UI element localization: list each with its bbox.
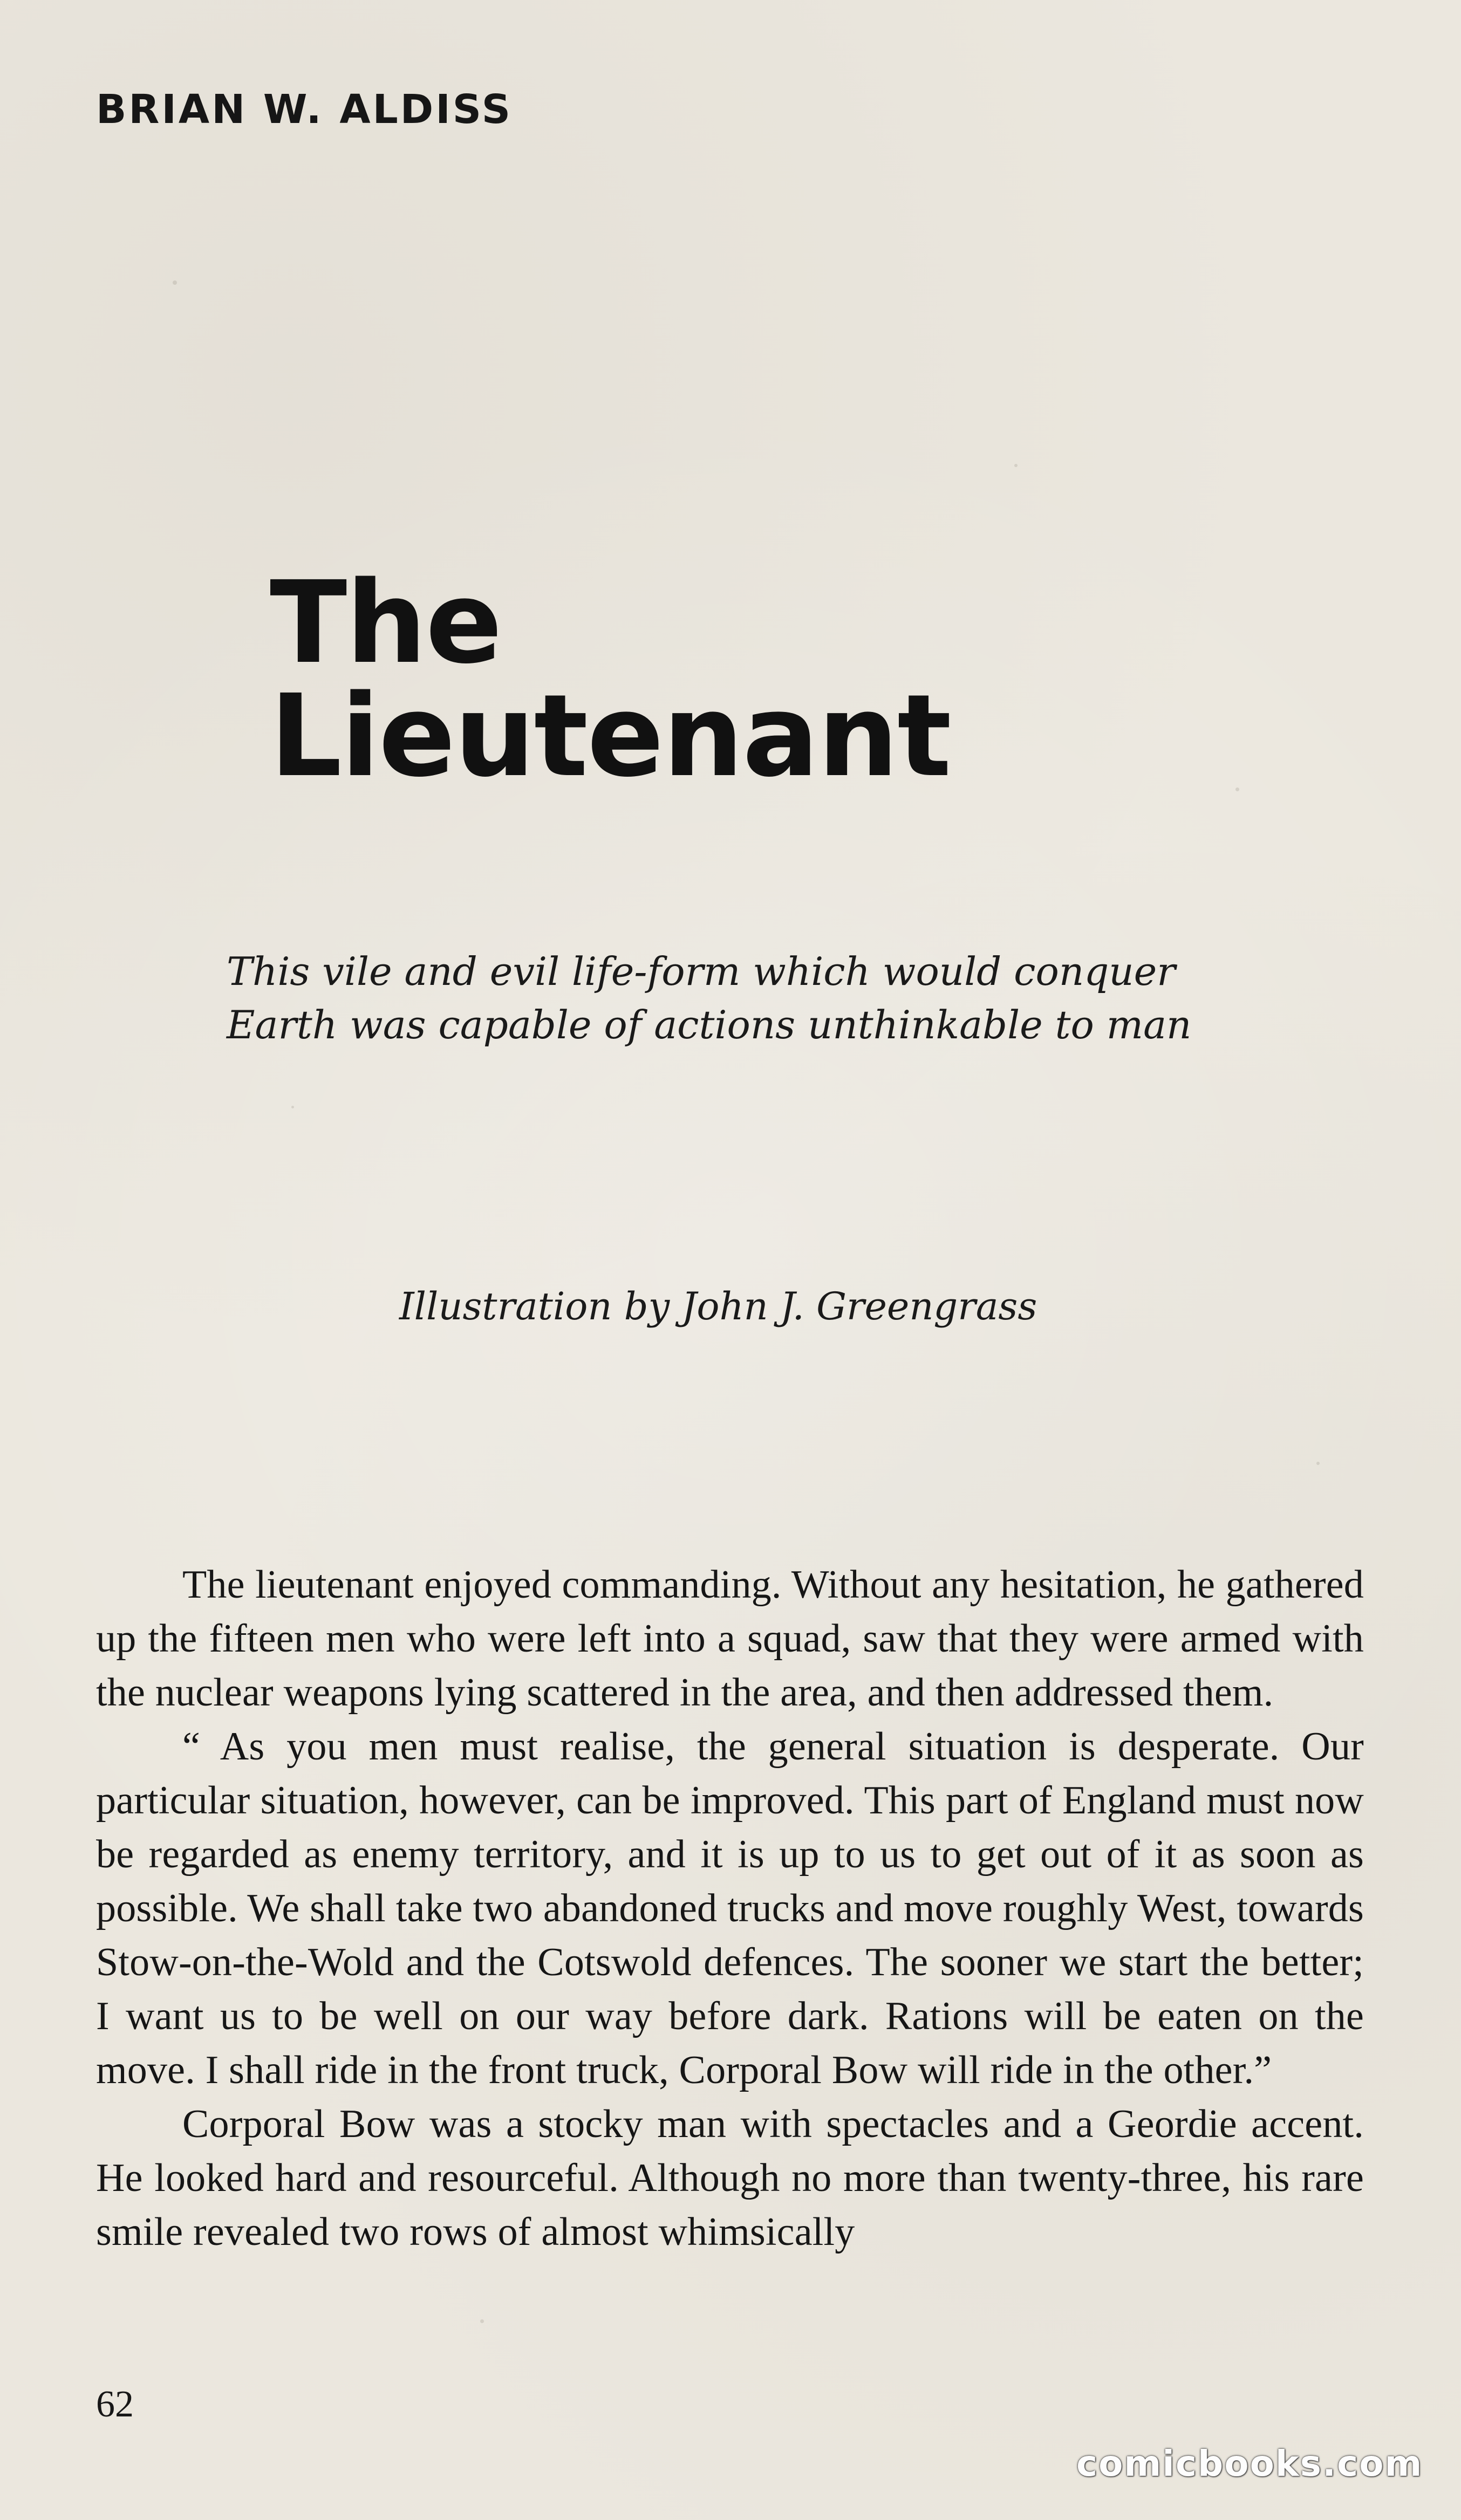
paper-speck	[173, 280, 177, 285]
subtitle-line-2: Earth was capable of actions unthinkable to man	[227, 1002, 1192, 1048]
paragraph-2: “ As you men must realise, the general situation is desperate. Our particular situation, however, can be improved. This part of England must now be regarded as enemy territory, and it is up to us to get out of it as soon as possible. We shall take two abandoned trucks and move roughly West, towards Stow-on-the-Wold and the Cotswold defences. The sooner we start the better; I want us to be well on our way before dark. Rations will be eaten on the move. I shall ride in the front truck, Corporal Bow will ride in the other.”	[96, 1724, 1364, 2092]
watermark: comicbooks.com	[1076, 2443, 1423, 2484]
paper-speck	[480, 2319, 484, 2323]
subtitle-line-1: This vile and evil life-form which would conquer	[227, 949, 1176, 994]
author-name: BRIAN W. ALDISS	[96, 86, 513, 133]
paper-speck	[1014, 464, 1018, 467]
paragraph-3: Corporal Bow was a stocky man with spectacles and a Geordie accent. He looked hard and resourceful. Although no more than twenty-three, his rare smile revealed two rows of almost whimsically	[96, 2102, 1364, 2254]
paper-speck	[1316, 1462, 1320, 1465]
story-body	[96, 1558, 1364, 2259]
illustration-credit: Illustration by John J. Greengrass	[399, 1284, 1037, 1329]
story-title: The Lieutenant	[270, 557, 951, 802]
page-number: 62	[96, 2384, 134, 2425]
paragraph-1: The lieutenant enjoyed commanding. Without any hesitation, he gathered up the fifteen men who were left into a squad, saw that they were armed with the nuclear weapons lying scattered in the area, and then addressed them.	[96, 1563, 1364, 1715]
paper-speck	[291, 1106, 294, 1108]
paper-speck	[1235, 788, 1239, 791]
story-subtitle	[227, 945, 1230, 1052]
